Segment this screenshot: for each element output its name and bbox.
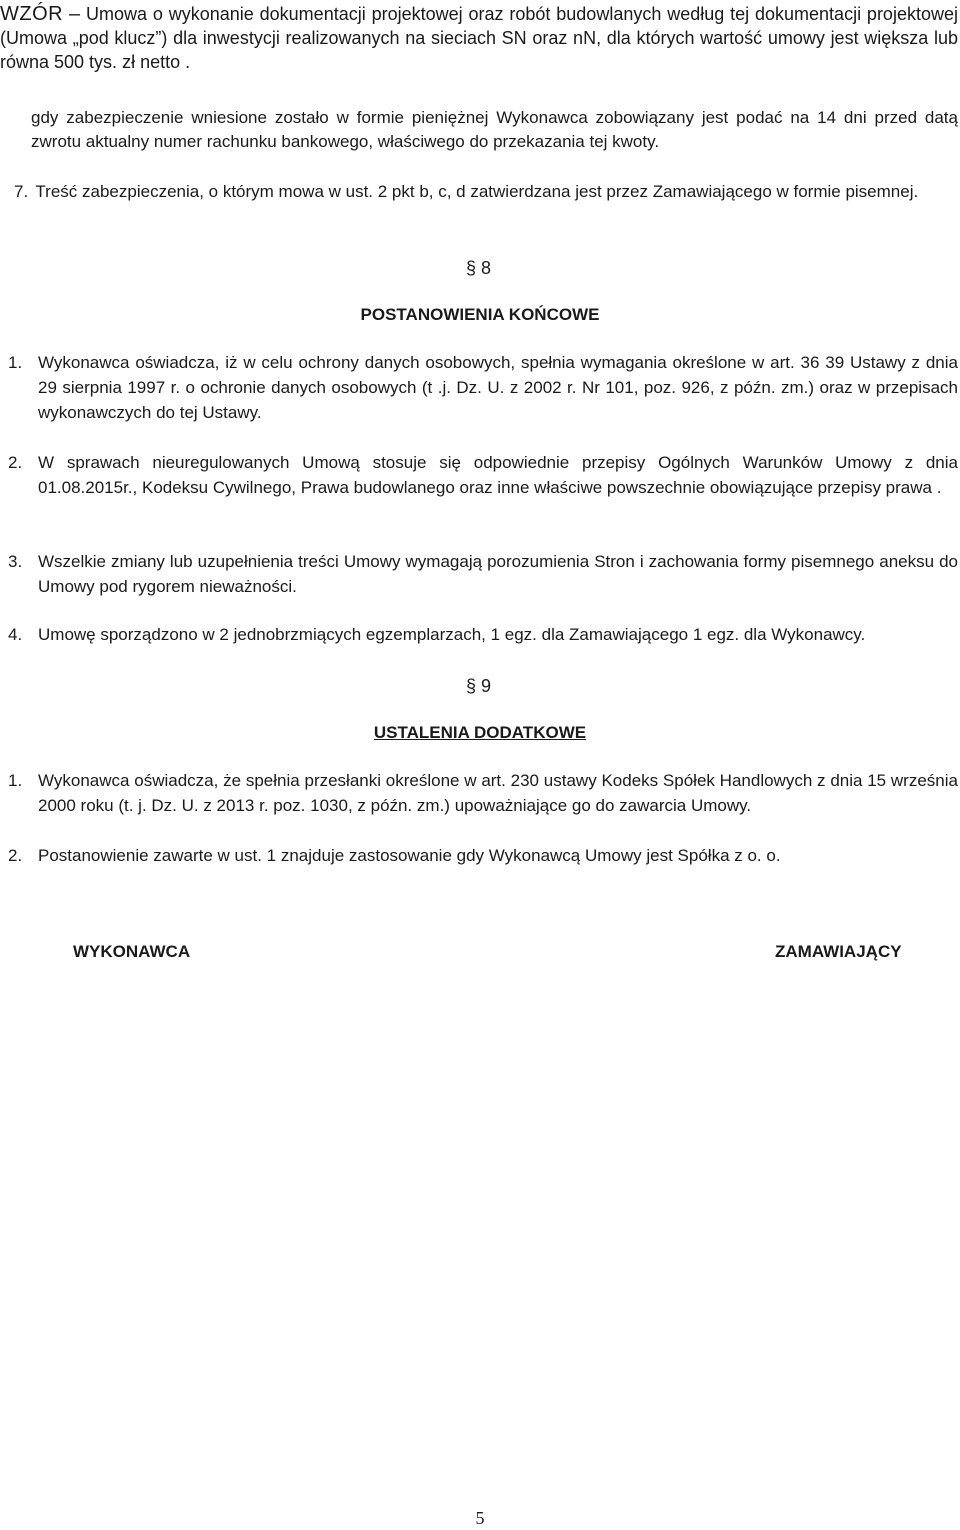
clause-7-text: Treść zabezpieczenia, o którym mowa w ust. 2 pkt b, c, d zatwierdzana jest przez Zamawiającego w formie pisemnej. (35, 182, 919, 201)
list-item (8, 350, 958, 425)
clause-7 (14, 180, 958, 204)
list-item-text: Wykonawca oświadcza, iż w celu ochrony danych osobowych, spełnia wymagania określone w art. 36 39 Ustawy z dnia 29 sierpnia 1997 r. o ochronie danych osobowych (t .j. Dz. U. z 2002 r. Nr 101, poz. 926, z późn. zm.) oraz w przepisach wykonawczych do tej Ustawy. (38, 353, 958, 422)
list-item (8, 843, 958, 868)
list-item-text: Umowę sporządzono w 2 jednobrzmiących egzemplarzach, 1 egz. dla Zamawiającego 1 egz. dla Wykonawcy. (38, 625, 866, 644)
list-item-number: 1. (8, 353, 23, 372)
section-8-title: POSTANOWIENIA KOŃCOWE (360, 305, 600, 324)
list-item-number: 2. (8, 453, 23, 472)
section-number: 9 (481, 676, 492, 696)
section-symbol: § (466, 676, 477, 696)
intro-paragraph: gdy zabezpieczenie wniesione zostało w formie pieniężnej Wykonawca zobowiązany jest podać na 14 dni przed datą zwrotu aktualny numer rachunku bankowego, właściwego do przekazania tej kwoty. (31, 108, 958, 151)
list-item (8, 622, 958, 647)
section-8-heading (466, 256, 491, 280)
contractor-signature-label: WYKONAWCA (73, 942, 191, 961)
section-9-title (0, 721, 960, 745)
document-header (0, 2, 958, 74)
list-item-number: 2. (8, 846, 23, 865)
list-item (8, 450, 958, 500)
section-symbol: § (466, 258, 477, 278)
list-item-number: 3. (8, 552, 23, 571)
employer-signature-label: ZAMAWIAJĄCY (775, 942, 902, 961)
list-item-text: Wszelkie zmiany lub uzupełnienia treści Umowy wymagają porozumienia Stron i zachowania formy pisemnego aneksu do Umowy pod rygorem nieważności. (38, 552, 958, 596)
list-item (8, 549, 958, 599)
clause-7-number: 7. (14, 182, 29, 201)
header-title: Umowa o wykonanie dokumentacji projektowej oraz robót budowlanych według tej dokumentacji projektowej (Umowa „pod klucz”) dla inwestycji realizowanych na sieciach SN oraz nN, dla których wartość umowy jest większa lub równa 500 tys. zł netto . (0, 4, 958, 72)
list-item-text: Wykonawca oświadcza, że spełnia przesłanki określone w art. 230 ustawy Kodeks Spółek Handlowych z dnia 15 września 2000 roku (t. j. Dz. U. z 2013 r. poz. 1030, z późn. zm.) upoważniające go do zawarcia Umowy. (38, 771, 958, 815)
section-number: 8 (481, 258, 492, 278)
list-item-text: W sprawach nieuregulowanych Umową stosuje się odpowiednie przepisy Ogólnych Warunków Umowy z dnia 01.08.2015r., Kodeksu Cywilnego, Prawa budowlanego oraz inne właściwe powszechnie obowiązujące przepisy prawa . (38, 453, 958, 497)
section-9-title-text: USTALENIA DODATKOWE (373, 723, 587, 742)
template-label: WZÓR (0, 3, 64, 25)
list-item-number: 4. (8, 625, 23, 644)
list-item-text: Postanowienie zawarte w ust. 1 znajduje zastosowanie gdy Wykonawcą Umowy jest Spółka z o. o. (38, 846, 781, 865)
list-item (8, 768, 958, 818)
section-9-heading (466, 674, 491, 698)
page-number: 5 (475, 1508, 485, 1528)
list-item-number: 1. (8, 771, 23, 790)
header-dash: – (68, 3, 81, 25)
